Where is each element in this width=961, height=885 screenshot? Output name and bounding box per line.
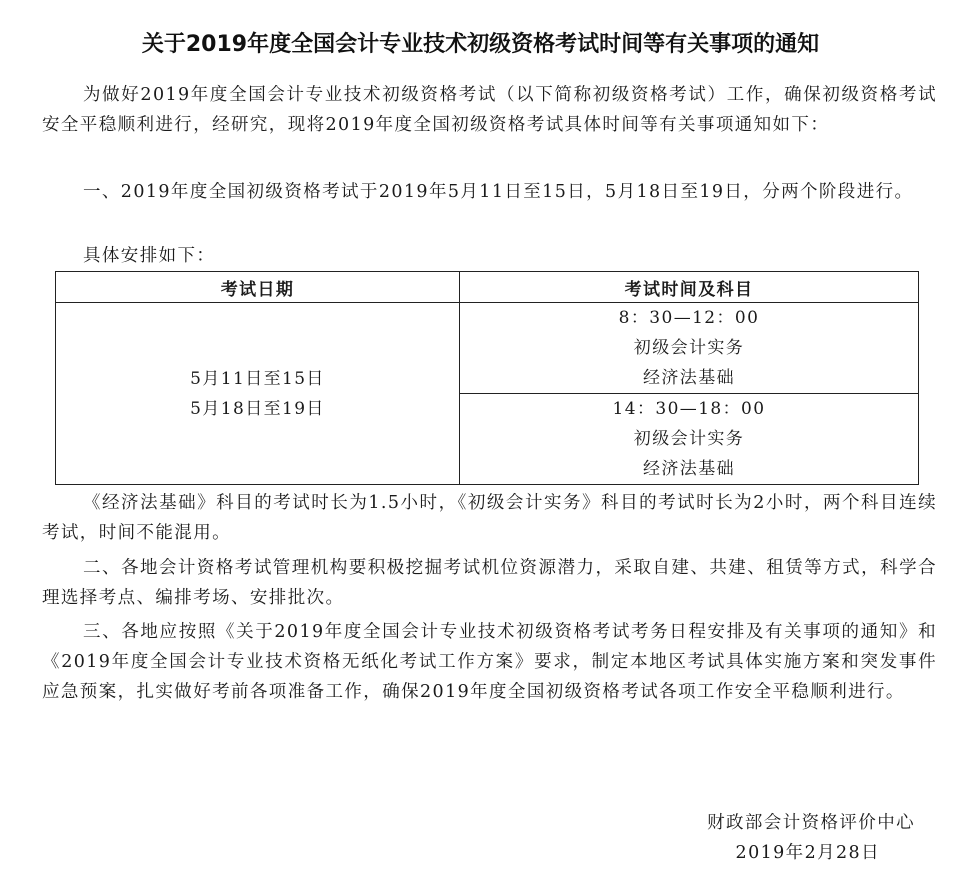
afternoon-slot-cell [460,394,919,485]
exam-date-line: 5月18日至19日 [190,398,325,419]
exam-dates-cell [56,303,460,485]
slot-subject: 经济法基础 [643,368,735,388]
item-1-paragraph: 一、2019年度全国初级资格考试于2019年5月11日至15日，5月18日至19日，分两个阶段进行。 [83,182,914,202]
table-row [56,303,919,394]
morning-slot-cell [460,303,919,394]
arrangement-intro: 具体安排如下： [83,246,216,266]
table-header-row [56,272,919,303]
slot-time: 8：30—12：00 [618,308,760,328]
slot-subject: 初级会计实务 [633,338,745,358]
notice-title: 关于2019年度全国会计专业技术初级资格考试时间等有关事项的通知 [141,32,820,57]
intro-paragraph: 为做好2019年度全国会计专业技术初级资格考试（以下简称初级资格考试）工作，确保初级资格考试安全平稳顺利进行，经研究，现将2019年度全国初级资格考试具体时间等有关事项通知如下： [42,85,937,135]
exam-date-line: 5月11日至15日 [190,368,325,389]
item-2-paragraph: 二、各地会计资格考试管理机构要积极挖掘考试机位资源潜力，采取自建、共建、租赁等方式，科学合理选择考点、编排考场、安排批次。 [42,558,937,608]
slot-subject: 初级会计实务 [633,429,745,449]
header-time-subject: 考试时间及科目 [460,272,919,303]
header-exam-date: 考试日期 [56,272,460,303]
duration-note-paragraph: 《经济法基础》科目的考试时长为1.5小时，《初级会计实务》科目的考试时长为2小时，两个科目连续考试，时间不能混用。 [42,493,937,543]
item-3-paragraph: 三、各地应按照《关于2019年度全国会计专业技术初级资格考试考务日程安排及有关事项的通知》和《2019年度全国会计专业技术资格无纸化考试工作方案》要求，制定本地区考试具体实施方案和突发事件应急预案，扎实做好考前各项准备工作，确保2019年度全国初级资格考试各项工作安全平稳顺利进行。 [42,622,937,702]
slot-subject: 经济法基础 [643,459,735,479]
slot-time: 14：30—18：00 [612,399,766,419]
signature-block [707,808,915,868]
schedule-table [55,271,919,485]
signature-organization: 财政部会计资格评价中心 [707,813,915,833]
signature-date: 2019年2月28日 [735,843,880,863]
